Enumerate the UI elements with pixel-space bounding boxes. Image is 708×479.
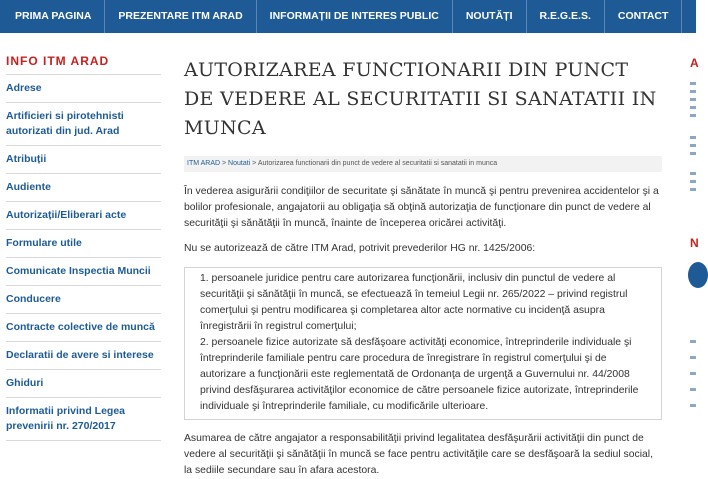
sidebar-item-comunicate[interactable]: Comunicate Inspectia Muncii [6, 258, 161, 286]
nav-prima-pagina[interactable]: PRIMA PAGINA [0, 0, 105, 33]
sidebar-item-formulare[interactable]: Formulare utile [6, 230, 161, 258]
right-text-fragment [690, 136, 696, 139]
exceptions-box [184, 267, 662, 420]
right-text-fragment [690, 356, 696, 359]
sidebar-item-ghiduri[interactable]: Ghiduri [6, 370, 161, 398]
sidebar-item-legea-prevenirii[interactable]: Informatii privind Legea prevenirii nr. 270/2017 [6, 398, 161, 441]
nav-reges[interactable]: R.E.G.E.S. [527, 0, 605, 33]
right-text-fragment [690, 404, 696, 407]
sidebar-item-declaratii[interactable]: Declaratii de avere si interese [6, 342, 161, 370]
nav-noutati[interactable]: NOUTĂȚI [453, 0, 527, 33]
exception-item-1: 1. persoanele juridice pentru care autorizarea funcţionării, inclusiv din punctul de vedere al securităţii şi sănătăţii în muncă, se efectuează în temeiul Legii nr. 265/2022 – privind registrul comerţului şi pentru modificarea şi completarea altor acte normative cu incidenţă asupra înregistrării în registrul comerţului; [200, 273, 628, 332]
sidebar-title: INFO ITM ARAD [6, 54, 161, 75]
sidebar-list [6, 75, 161, 441]
nav-informatii[interactable]: INFORMAȚII DE INTERES PUBLIC [257, 0, 453, 33]
sidebar-item-autorizatii[interactable]: Autorizații/Eliberari acte [6, 202, 161, 230]
right-text-fragment [690, 180, 696, 183]
sidebar-item-artificieri[interactable]: Artificieri si pirotehnisti autorizati din jud. Arad [6, 103, 161, 146]
nav-prezentare[interactable]: PREZENTARE ITM ARAD [105, 0, 256, 33]
breadcrumb-noutati-link[interactable]: Noutati [228, 160, 251, 167]
right-text-fragment [690, 388, 696, 391]
right-column-title: A [690, 56, 699, 70]
right-column-clipped [676, 0, 699, 469]
top-navigation [0, 0, 696, 33]
breadcrumb [184, 156, 662, 172]
right-text-fragment [690, 114, 696, 117]
right-text-fragment [690, 98, 696, 101]
sidebar-item-atributii[interactable]: Atribuții [6, 146, 161, 174]
sidebar-item-adrese[interactable]: Adrese [6, 75, 161, 103]
article-paragraph: Asumarea de către angajator a responsabilităţii privind legalitatea desfăşurării activităţii din punct de vedere al securităţii şi sănătăţii în muncă se face pentru activităţile care se desfăşoară la sediul social, la sediile secundare sau în afara acestora. [184, 433, 653, 476]
exception-item-2: 2. persoanele fizice autorizate să desfăşoare activităţi economice, întreprinderile individuale şi întreprinderile familiale pentru care procedura de înregistrare în registrul comerţului şi de autorizare a funcţionării este reglementată de Ordonanţa de urgenţă a Guvernului nr. 44/2008 privind desfăşurarea activităţilor economice de către persoanele fizice autorizate, întreprinderile individuale şi întreprinderile familiale, cu modificările ulterioare. [200, 337, 639, 412]
breadcrumb-separator: > [250, 160, 258, 167]
breadcrumb-separator: > [220, 160, 229, 167]
right-text-fragment [690, 90, 696, 93]
breadcrumb-home-link[interactable]: ITM ARAD [187, 160, 221, 167]
right-text-fragment [690, 106, 696, 109]
right-text-fragment [690, 372, 696, 375]
sidebar [6, 54, 161, 441]
nav-contact[interactable]: CONTACT [605, 0, 683, 33]
article-paragraph: În vederea asigurării condiţiilor de securitate şi sănătate în muncă şi pentru prevenirea accidentelor şi a bolilor profesionale, angajatorii au obligaţia să obţină autorizaţia de funcţionare din punct de vedere al securităţii şi sănătăţii în muncă, înainte de începerea oricărei activităţi. [184, 186, 659, 229]
right-text-fragment [690, 82, 696, 85]
right-text-fragment [690, 172, 696, 175]
sidebar-item-conducere[interactable]: Conducere [6, 286, 161, 314]
sidebar-item-audiente[interactable]: Audiente [6, 174, 161, 202]
breadcrumb-current: Autorizarea functionarii din punct de vedere al securitatii si sanatatii in munca [257, 160, 498, 167]
right-text-fragment [690, 340, 696, 343]
top-menu [0, 0, 682, 33]
right-text-fragment [690, 144, 696, 147]
main-content [184, 56, 662, 479]
logo-icon [688, 262, 708, 288]
right-text-fragment [690, 188, 696, 191]
sidebar-item-contracte[interactable]: Contracte colective de muncă [6, 314, 161, 342]
page-title: AUTORIZAREA FUNCTIONARII DIN PUNCT DE VEDERE AL SECURITATII SI SANATATII IN MUNCA [184, 59, 657, 139]
article-paragraph: Nu se autorizează de către ITM Arad, potrivit prevederilor HG nr. 1425/2006: [184, 243, 536, 254]
right-column-title-2: N [690, 236, 699, 250]
right-text-fragment [690, 152, 696, 155]
